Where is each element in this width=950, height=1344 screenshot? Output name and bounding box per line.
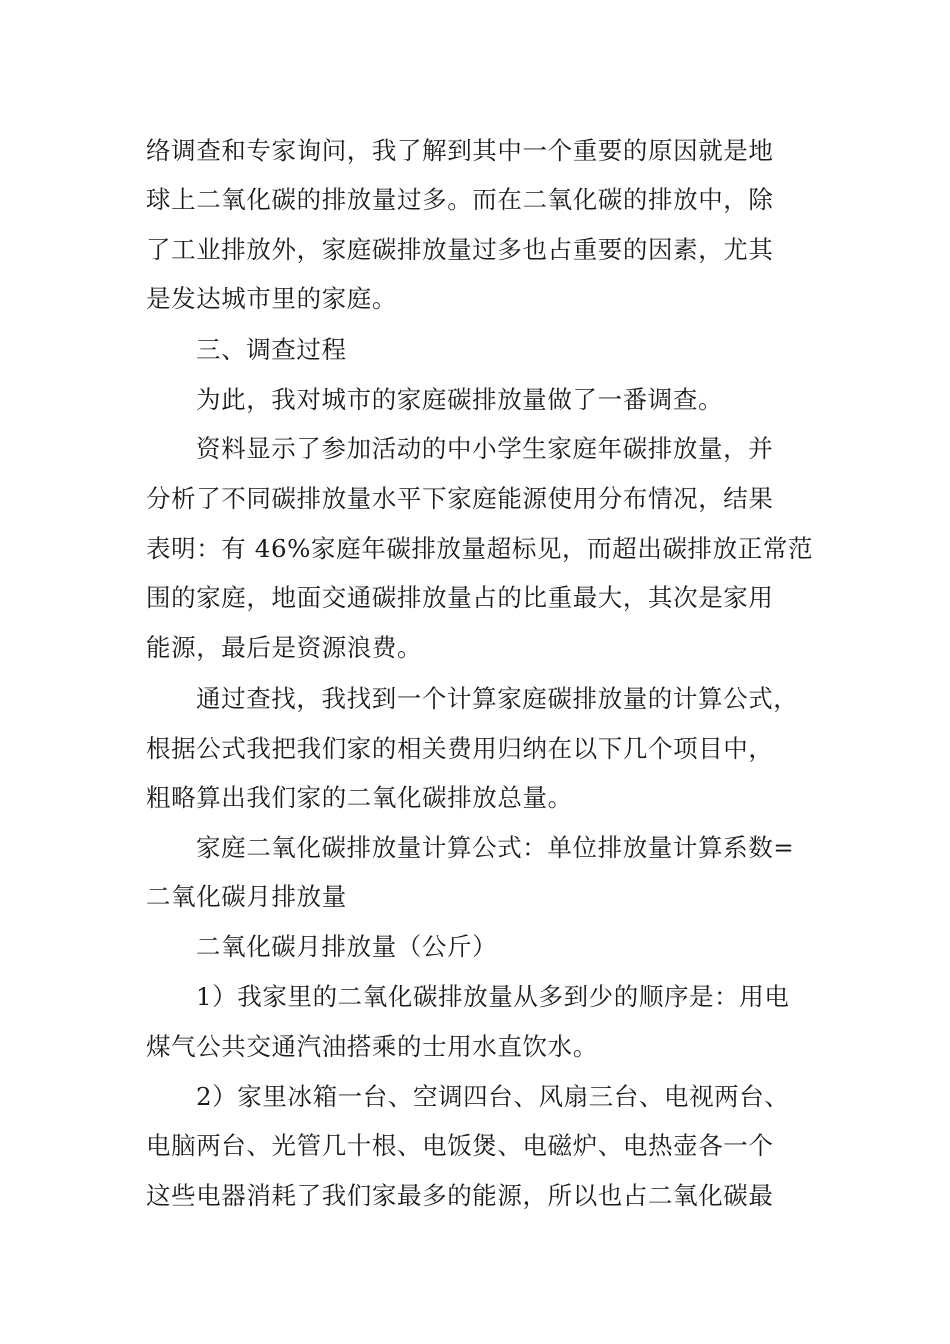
text-line-18: 1）我家里的二氧化碳排放量从多到少的顺序是：用电 — [196, 982, 790, 1011]
text-line-10: 围的家庭，地面交通碳排放量占的比重最大，其次是家用 — [146, 583, 774, 612]
text-line-7: 资料显示了参加活动的中小学生家庭年碳排放量，并 — [196, 434, 774, 463]
text-line-12: 通过查找，我找到一个计算家庭碳排放量的计算公式， — [196, 684, 799, 713]
text-line-4: 是发达城市里的家庭。 — [146, 284, 397, 313]
text-line-13: 根据公式我把我们家的相关费用归纳在以下几个项目中， — [146, 734, 774, 763]
text-line-14: 粗略算出我们家的二氧化碳排放总量。 — [146, 783, 573, 812]
text-line-16: 二氧化碳月排放量 — [146, 882, 347, 911]
text-line-19: 煤气公共交通汽油搭乘的士用水直饮水。 — [146, 1032, 598, 1061]
text-line-8: 分析了不同碳排放量水平下家庭能源使用分布情况，结果 — [146, 484, 774, 513]
text-line-11: 能源，最后是资源浪费。 — [146, 633, 423, 662]
text-line-21: 电脑两台、光管几十根、电饭煲、电磁炉、电热壶各一个 — [146, 1131, 774, 1160]
text-line-20: 2）家里冰箱一台、空调四台、风扇三台、电视两台、 — [196, 1082, 790, 1111]
text-line-2: 球上二氧化碳的排放量过多。而在二氧化碳的排放中，除 — [146, 185, 774, 214]
text-line-17: 二氧化碳月排放量（公斤） — [196, 932, 498, 961]
text-line-3: 了工业排放外，家庭碳排放量过多也占重要的因素，尤其 — [146, 235, 774, 264]
text-line-22: 这些电器消耗了我们家最多的能源，所以也占二氧化碳最 — [146, 1181, 774, 1210]
text-line-1: 络调查和专家询问，我了解到其中一个重要的原因就是地 — [146, 136, 774, 165]
section-heading: 三、调查过程 — [196, 335, 347, 364]
text-line-6: 为此，我对城市的家庭碳排放量做了一番调查。 — [196, 385, 724, 414]
text-line-15: 家庭二氧化碳排放量计算公式：单位排放量计算系数= — [196, 833, 795, 862]
text-line-9: 表明：有 46%家庭年碳排放量超标见，而超出碳排放正常范 — [146, 534, 814, 563]
